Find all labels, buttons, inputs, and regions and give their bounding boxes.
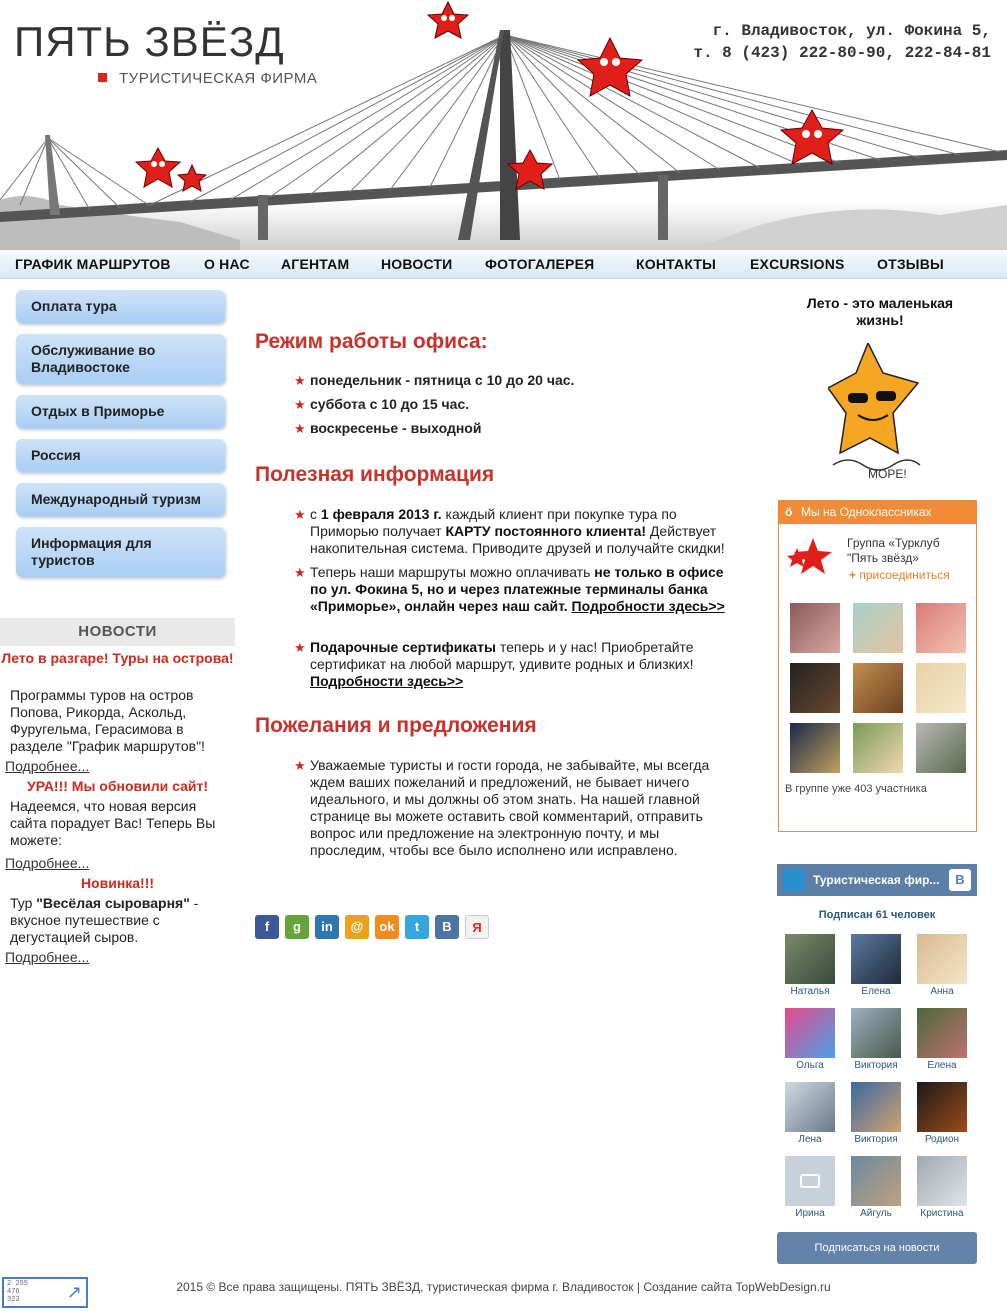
office-hours-weekdays: понедельник - пятница с 10 до 20 час. <box>310 372 575 388</box>
twitter-icon[interactable]: t <box>405 915 429 939</box>
side-menu-international[interactable]: Международный туризм <box>16 483 225 516</box>
nav-schedule[interactable]: ГРАФИК МАРШРУТОВ <box>15 256 171 272</box>
wishes-text: Уважаемые туристы и гости города, не забывайте, мы всегда ждем ваших пожеланий и предложений, не бывает ничего идеального, и мы должны об этом знать. На нашей главной странице вы можете оставить свой комментарий, отправить вопрос или предложение на электронную почту, и мы проследим, чтобы все было исполнено или исправлено. <box>310 757 710 858</box>
office-hours-sunday: воскресенье - выходной <box>310 420 482 436</box>
ok-widget-header <box>779 501 976 524</box>
vkontakte-icon[interactable]: B <box>435 915 459 939</box>
news-title-2[interactable]: УРА!!! Мы обновили сайт! <box>27 778 208 794</box>
ok-member-photo[interactable] <box>853 663 903 713</box>
wishes-heading: Пожелания и предложения <box>255 714 537 737</box>
ok-group-name[interactable] <box>847 536 940 566</box>
group-logo-icon <box>787 536 839 576</box>
ok-member-photo[interactable] <box>790 603 840 653</box>
vk-member-name[interactable]: Виктория <box>854 1060 898 1071</box>
vk-member-photo[interactable] <box>785 1008 835 1058</box>
star-bullet-icon: ★ <box>294 565 306 580</box>
vk-member-photo[interactable] <box>851 1008 901 1058</box>
star-bullet-icon: ★ <box>294 421 306 436</box>
side-menu-russia[interactable]: Россия <box>16 439 225 472</box>
info-2-b: не только в офисе по ул. Фокина 5, но и через платежные терминалы банка «Приморье», онлайн через наш сайт. <box>310 564 724 614</box>
news-text-3-bold: "Весёлая сыроварня" <box>36 895 190 911</box>
ok-join-button[interactable] <box>849 568 950 582</box>
vk-logo-icon: B <box>949 869 971 891</box>
logo-subtitle-text: ТУРИСТИЧЕСКАЯ ФИРМА <box>119 70 318 87</box>
vk-member-photo[interactable] <box>851 934 901 984</box>
star-bullet-icon: ★ <box>294 373 306 388</box>
info-1-c: каждый клиент при покупке тура по Приморью получает <box>310 506 677 539</box>
news-text-1: Программы туров на остров Попова, Рикорда, Аскольд, Фуругельма, Герасимова в разделе "График маршрутов"! <box>10 687 205 754</box>
slogan: Лето - это маленькая жизнь! <box>806 295 954 328</box>
star-bullet-icon: ★ <box>294 397 306 412</box>
info-3-a: Подарочные сертификаты <box>310 639 496 655</box>
vk-member-photo[interactable] <box>785 1156 835 1206</box>
office-hours-saturday: суббота с 10 до 15 час. <box>310 396 470 412</box>
vk-member-name[interactable]: Айгуль <box>860 1208 892 1219</box>
logo-subtitle <box>98 70 317 87</box>
info-item-payment <box>310 564 740 615</box>
ok-group-line1: Группа «Турклуб <box>847 536 940 550</box>
ok-member-photo[interactable] <box>790 663 840 713</box>
ok-member-photo[interactable] <box>853 603 903 653</box>
vk-member-photo[interactable] <box>851 1082 901 1132</box>
ok-member-photo[interactable] <box>790 723 840 773</box>
news-text-2: Надеемся, что новая версия сайта порадует Вас! Теперь Вы можете: <box>10 798 216 848</box>
star-bullet-icon: ★ <box>294 640 306 655</box>
side-menu-info[interactable]: Информация для туристов <box>16 527 225 577</box>
odnoklassniki-icon[interactable]: ok <box>375 915 399 939</box>
plus-icon: + <box>849 568 860 582</box>
info-heading: Полезная информация <box>255 463 495 486</box>
news-more-2[interactable]: Подробнее... <box>5 855 90 871</box>
vk-subscribers-count: Подписан 61 человек <box>818 909 936 921</box>
mascot-caption: МОРЕ! <box>868 467 907 481</box>
side-menu-payment[interactable]: Оплата тура <box>16 290 225 323</box>
vk-member-name[interactable]: Наталья <box>790 986 830 997</box>
nav-about[interactable]: О НАС <box>204 256 250 272</box>
counter-line-3: 322 <box>7 1296 20 1304</box>
vk-member-name[interactable]: Кристина <box>920 1208 964 1219</box>
news-title-3[interactable]: Новинка!!! <box>80 875 155 891</box>
nav-reviews[interactable]: ОТЗЫВЫ <box>877 256 944 272</box>
vk-member-photo[interactable] <box>917 1082 967 1132</box>
vk-member-photo[interactable] <box>917 934 967 984</box>
vk-member-photo[interactable] <box>917 1008 967 1058</box>
info-1-d: КАРТУ постоянного клиента! <box>445 523 647 539</box>
camera-placeholder-icon <box>800 1174 820 1188</box>
google-plus-icon[interactable]: g <box>285 915 309 939</box>
vk-member-name[interactable]: Елена <box>861 986 891 997</box>
info-2-a: Теперь наши маршруты можно оплачивать <box>310 564 595 580</box>
vk-member-photo[interactable] <box>785 1082 835 1132</box>
ok-member-photo[interactable] <box>853 723 903 773</box>
odnoklassniki-widget <box>778 500 977 832</box>
nav-excursions[interactable]: EXCURSIONS <box>750 256 845 272</box>
ok-widget-title: Мы на Одноклассниках <box>801 505 932 519</box>
office-hours-heading: Режим работы офиса: <box>255 330 488 353</box>
mascot-illustration <box>828 343 923 485</box>
contact-info <box>673 18 991 66</box>
side-menu-vladivostok[interactable]: Обслуживание во Владивостоке <box>16 334 225 384</box>
nav-news[interactable]: НОВОСТИ <box>381 256 453 272</box>
mail-icon[interactable]: @ <box>345 915 369 939</box>
info-item-certificates <box>310 639 740 690</box>
facebook-icon[interactable]: f <box>255 915 279 939</box>
nav-contacts[interactable]: КОНТАКТЫ <box>636 256 717 272</box>
news-text-3-suffix: - вкусное путешествие с дегустацией сыров. <box>10 895 199 945</box>
vk-member-name[interactable]: Ольга <box>796 1060 824 1071</box>
footer-text: 2015 © Все права защищены. ПЯТЬ ЗВЁЗД, туристическая фирма г. Владивосток | Создание сайта TopWebDesign.ru <box>176 1280 831 1294</box>
news-heading: НОВОСТИ <box>0 618 235 646</box>
ok-group-line2: "Пять звёзд» <box>847 551 919 565</box>
vkontakte-widget <box>777 864 977 1264</box>
ok-join-label: присоединиться <box>859 568 950 582</box>
news-title-1[interactable]: Лето в разгаре! Туры на острова! <box>1 650 234 666</box>
info-3-details-link[interactable]: Подробности здесь>> <box>310 673 464 689</box>
info-1-b: 1 февраля 2013 г. <box>320 506 442 522</box>
star-bullet-icon: ★ <box>294 758 306 773</box>
ok-member-photo[interactable] <box>916 723 966 773</box>
info-1-a: с <box>310 506 321 522</box>
yandex-icon[interactable]: Я <box>465 915 489 939</box>
ok-member-photo[interactable] <box>916 663 966 713</box>
vk-group-title: Туристическая фир... <box>813 873 940 887</box>
vk-widget-header[interactable] <box>777 864 977 896</box>
vk-member-name[interactable]: Елена <box>927 1060 957 1071</box>
vk-subscribe-button[interactable]: Подписаться на новости <box>777 1232 977 1264</box>
linkedin-icon[interactable]: in <box>315 915 339 939</box>
vk-member-name[interactable]: Ирина <box>795 1208 825 1219</box>
info-3-b: теперь и у нас! Приобретайте сертификат на любой маршрут, удивите родных и близких! <box>310 639 694 672</box>
news-more-3[interactable]: Подробнее... <box>5 949 90 965</box>
site-header <box>0 0 1007 250</box>
phones: т. 8 (423) 222-80-90, 222-84-81 <box>693 44 991 62</box>
logo-title[interactable]: ПЯТЬ ЗВЁЗД <box>14 18 285 65</box>
news-text-3-prefix: Тур <box>10 895 37 911</box>
vk-member-photo[interactable] <box>917 1156 967 1206</box>
logo-square-icon <box>98 73 107 82</box>
vk-member-name[interactable]: Виктория <box>854 1134 898 1145</box>
odnoklassniki-logo-icon: ӧ <box>785 505 793 519</box>
info-1-e: Действует накопительная система. Приводите друзей и получайте скидки! <box>310 523 725 556</box>
vk-member-name[interactable]: Лена <box>798 1134 822 1145</box>
ok-member-photo[interactable] <box>916 603 966 653</box>
vk-group-logo-icon <box>783 869 805 891</box>
news-more-1[interactable]: Подробнее... <box>5 758 90 774</box>
main-nav <box>0 250 1007 279</box>
vk-member-photo[interactable] <box>785 934 835 984</box>
star-bullet-icon: ★ <box>294 507 306 522</box>
counter-line-1: 2 255 <box>7 1280 29 1288</box>
info-item-card <box>310 506 740 557</box>
side-menu-primorye[interactable]: Отдых в Приморье <box>16 395 225 428</box>
arrow-up-right-icon: ↗ <box>66 1282 82 1302</box>
news-text-3 <box>10 895 220 946</box>
vk-member-photo[interactable] <box>851 1156 901 1206</box>
counter-line-2: 476 <box>7 1288 20 1296</box>
ok-members-count: В группе уже 403 участника <box>785 783 927 795</box>
info-2-details-link[interactable]: Подробности здесь>> <box>571 598 725 614</box>
nav-gallery[interactable]: ФОТОГАЛЕРЕЯ <box>485 256 595 272</box>
vk-member-name[interactable]: Родион <box>924 1134 960 1145</box>
nav-agents[interactable]: АГЕНТАМ <box>281 256 350 272</box>
vk-member-name[interactable]: Анна <box>930 986 954 997</box>
address: г. Владивосток, ул. Фокина 5, <box>712 22 991 40</box>
